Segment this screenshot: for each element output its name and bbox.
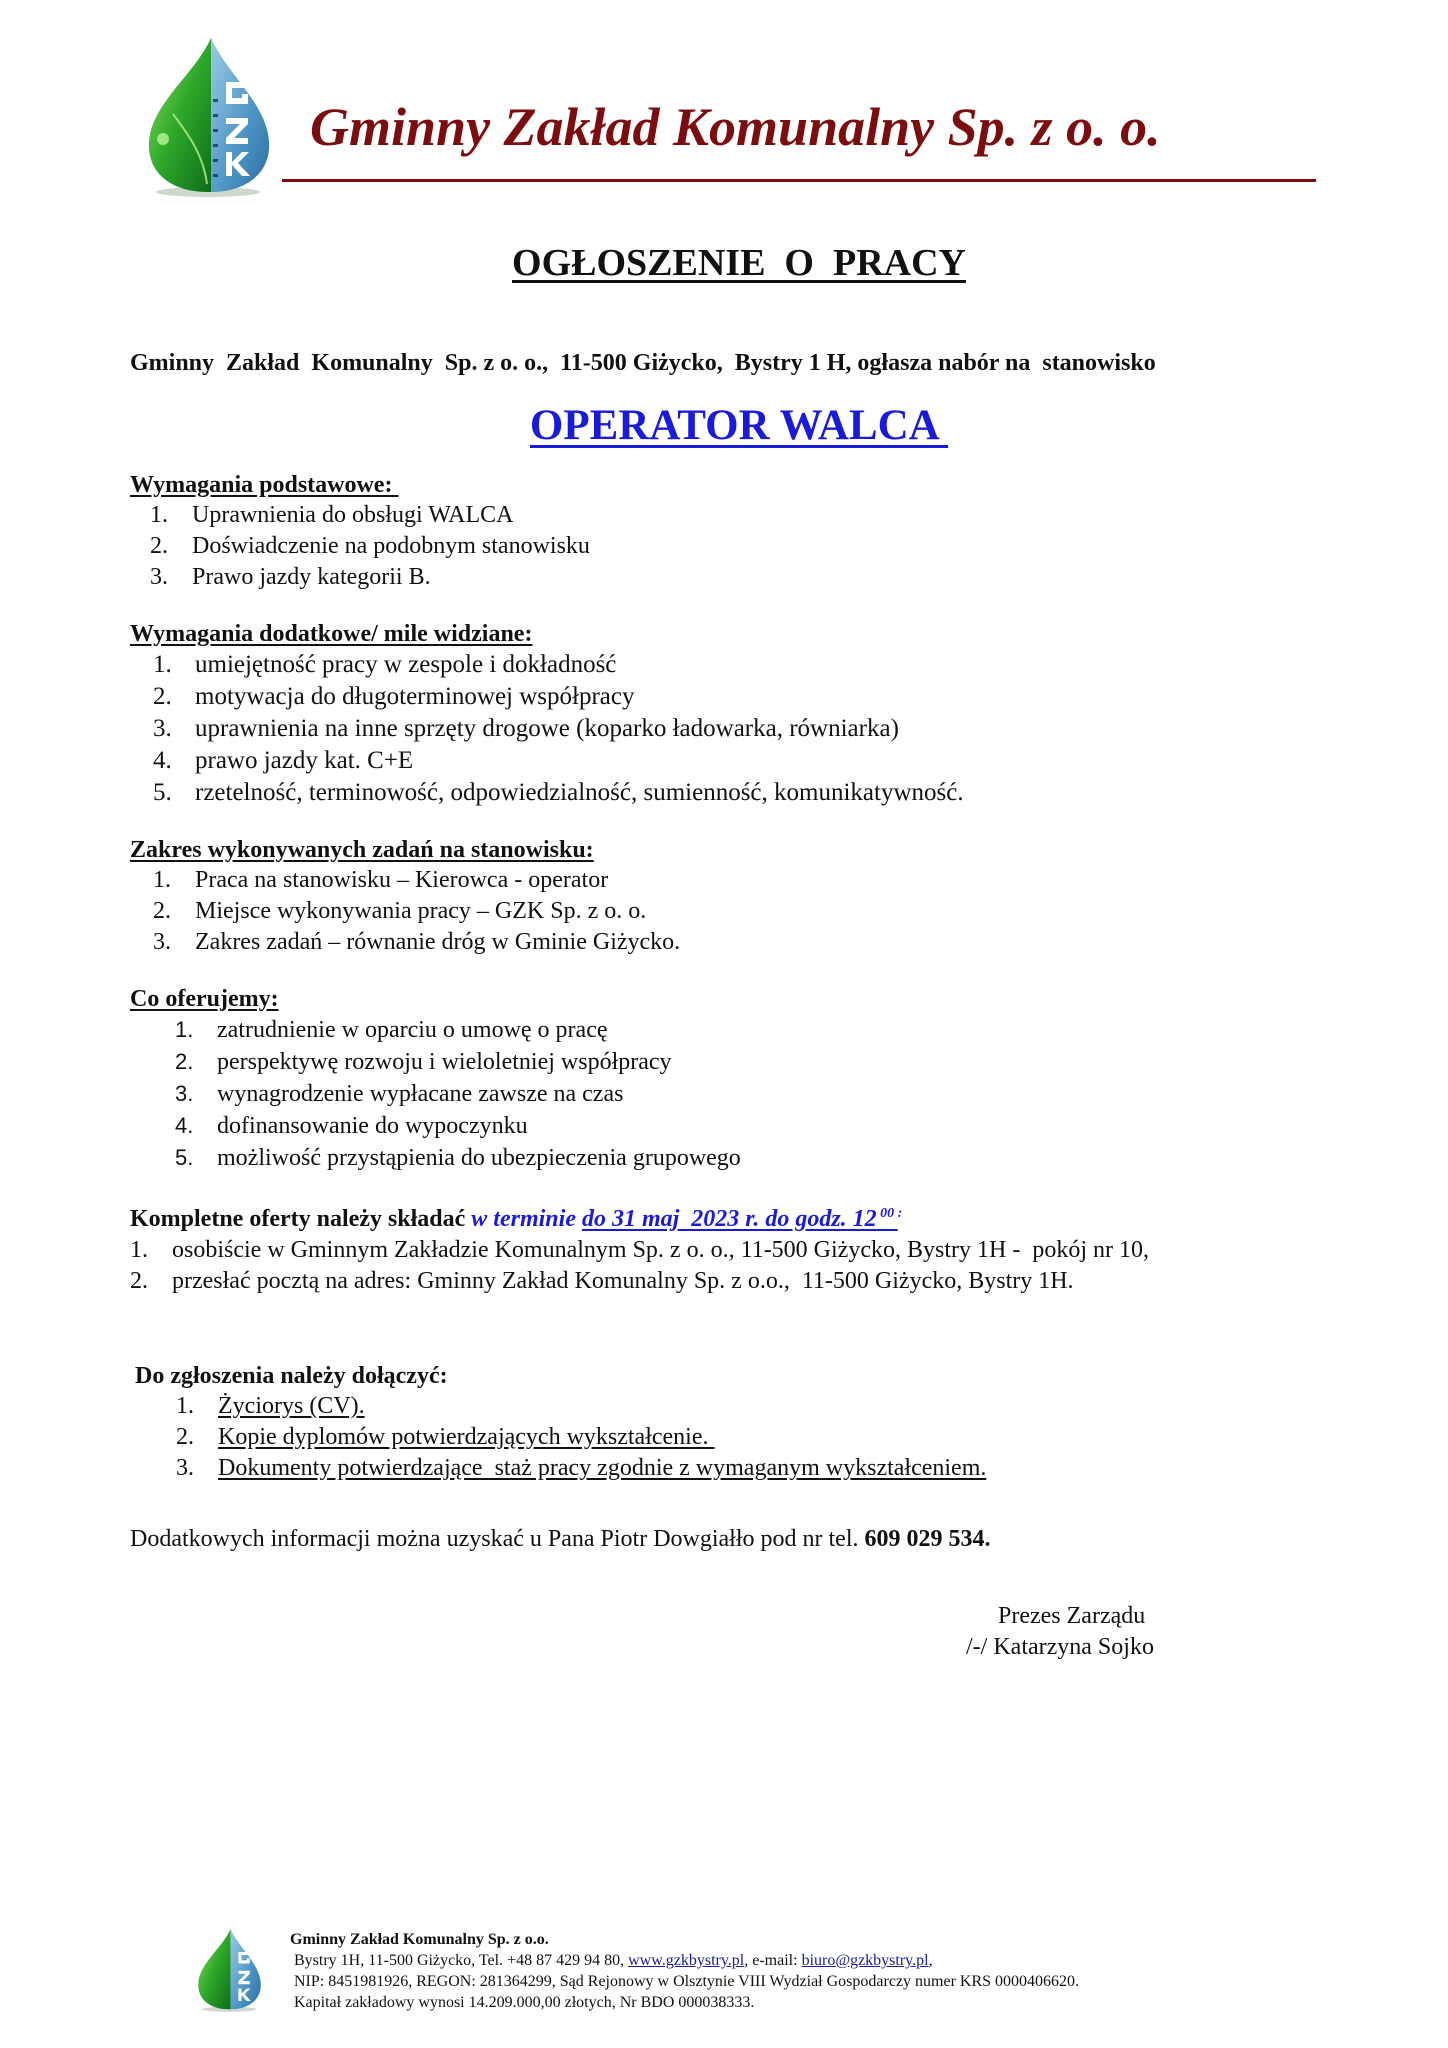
- list-item-number: 1.: [175, 1017, 194, 1042]
- list-item: [130, 1235, 1348, 1266]
- document-body: [0, 240, 1448, 1663]
- list-item: [176, 1453, 1348, 1484]
- footer: [0, 1922, 1448, 2032]
- list-item-number: 5.: [175, 1145, 194, 1170]
- deadline-minutes: 00: [876, 1206, 898, 1221]
- list-item-number: 3.: [153, 715, 172, 742]
- list-item-text: Praca na stanowisku – Kierowca - operator: [195, 867, 609, 893]
- basic-requirements-list: [130, 500, 1348, 593]
- heading-additional-requirements: Wymagania dodatkowe/ mile widziane:: [130, 621, 533, 647]
- list-item-text: umiejętność pracy w zespole i dokładność: [195, 651, 617, 678]
- list-item: [153, 865, 1348, 896]
- list-item-text: uprawnienia na inne sprzęty drogowe (koparko ładowarka, równiarka): [195, 715, 899, 742]
- footer-email-suffix: ,: [928, 1952, 933, 1969]
- list-item: [175, 1078, 1348, 1110]
- list-item: [150, 562, 1348, 593]
- footer-email-label: , e-mail:: [744, 1952, 802, 1969]
- list-item-text: Zakres zadań – równanie dróg w Gminie Giżycko.: [195, 929, 681, 955]
- intro-text: Gminny Zakład Komunalny Sp. z o. o., 11-500 Giżycko, Bystry 1 H, ogłasza nabór na stanowisko: [130, 350, 1156, 376]
- list-item: [176, 1391, 1348, 1422]
- list-item-number: 2.: [153, 898, 171, 924]
- list-item: [176, 1422, 1348, 1453]
- page-title: OGŁOSZENIE O PRACY: [512, 242, 966, 284]
- list-item-number: 2.: [175, 1049, 194, 1074]
- footer-text: [290, 1929, 1370, 2013]
- list-item-text: osobiście w Gminnym Zakładzie Komunalnym Sp. z o. o., 11-500 Giżycko, Bystry 1H - pokój nr 10,: [172, 1237, 1149, 1263]
- list-item-text: wynagrodzenie wypłacane zawsze na czas: [217, 1081, 624, 1107]
- list-item-number: 1.: [130, 1237, 148, 1263]
- submission-line: [130, 1204, 1348, 1235]
- list-item-number: 1.: [153, 651, 172, 678]
- list-item-text: Doświadczenie na podobnym stanowisku: [192, 533, 590, 559]
- list-item-number: 1.: [150, 502, 168, 528]
- contact-info: [130, 1524, 1348, 1555]
- list-item-text: perspektywę rozwoju i wieloletniej współpracy: [217, 1049, 672, 1075]
- list-item-number: 3.: [150, 564, 168, 590]
- list-item-number: 3.: [153, 929, 171, 955]
- list-item-number: 4.: [175, 1113, 194, 1138]
- list-item-number: 2.: [130, 1268, 148, 1294]
- list-item-text: Miejsce wykonywania pracy – GZK Sp. z o. o.: [195, 898, 647, 924]
- section-offer: [130, 984, 1348, 1174]
- list-item-text: Życiorys (CV).: [218, 1393, 365, 1419]
- list-item: [153, 649, 1348, 681]
- list-item-text: przesłać pocztą na adres: Gminny Zakład Komunalny Sp. z o.o., 11-500 Giżycko, Bystry 1H.: [172, 1268, 1074, 1294]
- offer-list: [130, 1014, 1348, 1174]
- submission-lead: Kompletne oferty należy składać: [130, 1206, 472, 1232]
- list-item-number: 1.: [176, 1393, 194, 1419]
- section-additional-requirements: [130, 619, 1348, 809]
- list-item: [175, 1014, 1348, 1046]
- list-item-text: rzetelność, terminowość, odpowiedzialność, sumienność, komunikatywność.: [195, 779, 964, 806]
- list-item: [175, 1142, 1348, 1174]
- gzk-logo-icon: [133, 34, 283, 199]
- section-tasks: [130, 835, 1348, 958]
- section-basic-requirements: [130, 470, 1348, 593]
- list-item-text: dofinansowanie do wypoczynku: [217, 1113, 528, 1139]
- list-item-text: prawo jazdy kat. C+E: [195, 747, 414, 774]
- footer-address: Bystry 1H, 11-500 Giżycko, Tel. +48 87 429 94 80,: [294, 1952, 629, 1969]
- list-item: [153, 777, 1348, 809]
- footer-gzk-logo-icon: [190, 1925, 268, 2015]
- list-item: [150, 531, 1348, 562]
- list-item-number: 3.: [175, 1081, 194, 1106]
- section-attachments: [130, 1361, 1348, 1484]
- list-item: [153, 681, 1348, 713]
- signature-role: Prezes Zarządu: [998, 1603, 1146, 1629]
- signature-name: /-/ Katarzyna Sojko: [966, 1634, 1154, 1660]
- footer-capital: Kapitał zakładowy wynosi 14.209.000,00 złotych, Nr BDO 000038333.: [294, 1994, 755, 2011]
- signature-block: [966, 1601, 1348, 1663]
- heading-offer: Co oferujemy:: [130, 986, 279, 1012]
- footer-company: Gminny Zakład Komunalny Sp. z o.o.: [290, 1931, 549, 1948]
- list-item-text: motywacja do długoterminowej współpracy: [195, 683, 635, 710]
- list-item: [153, 896, 1348, 927]
- list-item-number: 2.: [150, 533, 168, 559]
- attachments-list: [130, 1391, 1348, 1484]
- list-item-text: Kopie dyplomów potwierdzających wykształcenie.: [218, 1424, 715, 1450]
- position-title: OPERATOR WALCA: [529, 402, 949, 449]
- deadline-colon: :: [897, 1206, 903, 1221]
- list-item-number: 2.: [176, 1424, 194, 1450]
- submission-methods-list: [130, 1235, 1348, 1297]
- list-item: [150, 500, 1348, 531]
- list-item: [153, 713, 1348, 745]
- heading-attachments: Do zgłoszenia należy dołączyć:: [135, 1363, 448, 1389]
- heading-tasks: Zakres wykonywanych zadań na stanowisku:: [130, 837, 594, 863]
- submission-deadline: [582, 1206, 898, 1232]
- list-item-text: możliwość przystąpienia do ubezpieczenia grupowego: [217, 1145, 741, 1171]
- additional-requirements-list: [130, 649, 1348, 809]
- header-divider: [282, 179, 1316, 182]
- list-item-number: 1.: [153, 867, 171, 893]
- list-item: [130, 1266, 1348, 1297]
- list-item-number: 2.: [153, 683, 172, 710]
- list-item-number: 5.: [153, 779, 172, 806]
- list-item: [153, 745, 1348, 777]
- list-item-number: 4.: [153, 747, 172, 774]
- list-item: [175, 1046, 1348, 1078]
- list-item-text: zatrudnienie w oparciu o umowę o pracę: [217, 1017, 608, 1043]
- list-item-text: Dokumenty potwierdzające staż pracy zgodnie z wymaganym wykształceniem.: [218, 1455, 987, 1481]
- list-item-text: Uprawnienia do obsługi WALCA: [192, 502, 514, 528]
- footer-website-link[interactable]: www.gzkbystry.pl: [628, 1952, 745, 1969]
- footer-registry: NIP: 8451981926, REGON: 281364299, Sąd Rejonowy w Olsztynie VIII Wydział Gospodarczy numer KRS 0000406620.: [294, 1973, 1080, 1990]
- footer-address-line: [290, 1950, 1370, 1971]
- contact-phone: 609 029 534.: [864, 1526, 991, 1552]
- list-item-text: Prawo jazdy kategorii B.: [192, 564, 431, 590]
- tasks-list: [130, 865, 1348, 958]
- heading-basic-requirements: Wymagania podstawowe:: [130, 472, 399, 498]
- footer-email-link[interactable]: biuro@gzkbystry.pl: [801, 1952, 929, 1969]
- list-item: [175, 1110, 1348, 1142]
- deadline-text: do 31 maj 2023 r. do godz. 12: [581, 1206, 877, 1232]
- list-item-number: 3.: [176, 1455, 194, 1481]
- company-name-header: Gminny Zakład Komunalny Sp. z o. o.: [310, 97, 1161, 157]
- list-item: [153, 927, 1348, 958]
- section-submission: [130, 1204, 1348, 1297]
- letterhead: [0, 0, 1448, 200]
- submission-term-label: w terminie: [471, 1206, 582, 1232]
- contact-text: Dodatkowych informacji można uzyskać u Pana Piotr Dowgiałło pod nr tel.: [130, 1526, 865, 1552]
